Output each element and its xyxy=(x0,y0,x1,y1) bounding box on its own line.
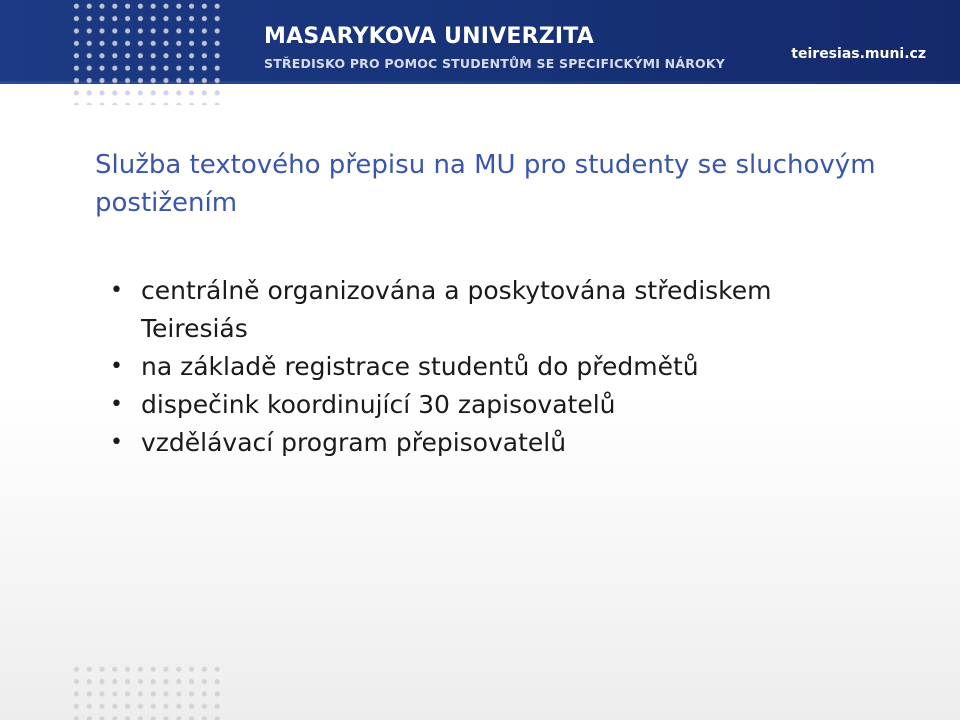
bullet-list xyxy=(110,272,870,462)
bullet-item: • vzdělávací program přepisovatelů xyxy=(110,424,870,462)
slide-title: Služba textového přepisu na MU pro studenty se sluchovým postižením xyxy=(95,150,876,218)
decorative-dot-grid-bottom xyxy=(70,663,222,720)
university-name: MASARYKOVA UNIVERZITA xyxy=(264,24,594,49)
decorative-dot-grid-top xyxy=(70,0,222,105)
website-domain: teiresias.muni.cz xyxy=(791,46,926,62)
bullet-item: • dispečink koordinující 30 zapisovatelů xyxy=(110,386,870,424)
bullet-item: • centrálně organizována a poskytována střediskem Teiresiás xyxy=(110,272,870,348)
bullet-item: • na základě registrace studentů do předmětů xyxy=(110,348,870,386)
center-name: STŘEDISKO PRO POMOC STUDENTŮM SE SPECIFICKÝMI NÁROKY xyxy=(264,56,725,71)
